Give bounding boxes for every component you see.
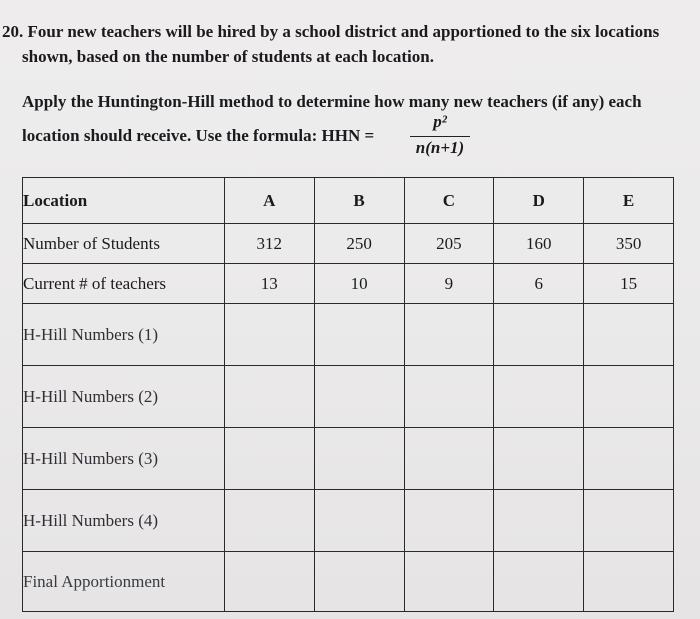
students-e: 350 bbox=[584, 224, 674, 264]
hh1-cell-b[interactable] bbox=[314, 304, 404, 366]
hh3-cell-a[interactable] bbox=[224, 428, 314, 490]
location-header: Location bbox=[23, 178, 225, 224]
students-a: 312 bbox=[224, 224, 314, 264]
header-row bbox=[23, 178, 674, 224]
hh1-cell-a[interactable] bbox=[224, 304, 314, 366]
hh-numbers-2-label: H-Hill Numbers (2) bbox=[23, 366, 225, 428]
formula-denominator: n(n+1) bbox=[415, 138, 465, 157]
teachers-e: 15 bbox=[584, 264, 674, 304]
students-b: 250 bbox=[314, 224, 404, 264]
hh-numbers-row-2 bbox=[23, 366, 674, 428]
column-header-d: D bbox=[494, 178, 584, 224]
hh4-cell-a[interactable] bbox=[224, 490, 314, 552]
teachers-c: 9 bbox=[404, 264, 494, 304]
hh4-cell-b[interactable] bbox=[314, 490, 404, 552]
students-row bbox=[23, 224, 674, 264]
hh2-cell-a[interactable] bbox=[224, 366, 314, 428]
hh1-cell-e[interactable] bbox=[584, 304, 674, 366]
hh-numbers-4-label: H-Hill Numbers (4) bbox=[23, 490, 225, 552]
formula-numerator: p² bbox=[433, 112, 447, 131]
hh2-cell-b[interactable] bbox=[314, 366, 404, 428]
column-header-b: B bbox=[314, 178, 404, 224]
hhn-formula-fraction bbox=[408, 112, 472, 158]
hh3-cell-d[interactable] bbox=[494, 428, 584, 490]
final-cell-e[interactable] bbox=[584, 552, 674, 612]
final-cell-c[interactable] bbox=[404, 552, 494, 612]
hh-numbers-3-label: H-Hill Numbers (3) bbox=[23, 428, 225, 490]
hh4-cell-e[interactable] bbox=[584, 490, 674, 552]
hh2-cell-c[interactable] bbox=[404, 366, 494, 428]
hh-numbers-row-1 bbox=[23, 304, 674, 366]
hh2-cell-d[interactable] bbox=[494, 366, 584, 428]
students-c: 205 bbox=[404, 224, 494, 264]
teachers-d: 6 bbox=[494, 264, 584, 304]
column-header-e: E bbox=[584, 178, 674, 224]
hh3-cell-c[interactable] bbox=[404, 428, 494, 490]
column-header-a: A bbox=[224, 178, 314, 224]
final-apportionment-row bbox=[23, 552, 674, 612]
instruction-line-1: Apply the Huntington-Hill method to determine how many new teachers (if any) each bbox=[22, 92, 642, 111]
students-d: 160 bbox=[494, 224, 584, 264]
teachers-b: 10 bbox=[314, 264, 404, 304]
hh1-cell-d[interactable] bbox=[494, 304, 584, 366]
hh3-cell-b[interactable] bbox=[314, 428, 404, 490]
hh4-cell-d[interactable] bbox=[494, 490, 584, 552]
final-cell-a[interactable] bbox=[224, 552, 314, 612]
hh-numbers-row-4 bbox=[23, 490, 674, 552]
problem-statement-line-1: 20. Four new teachers will be hired by a school district and apportioned to the six locations bbox=[2, 22, 660, 41]
students-label: Number of Students bbox=[23, 224, 225, 264]
hh-numbers-1-label: H-Hill Numbers (1) bbox=[23, 304, 225, 366]
instruction-line-2: location should receive. Use the formula: HHN = bbox=[22, 126, 375, 145]
teachers-a: 13 bbox=[224, 264, 314, 304]
problem-statement-line-2: shown, based on the number of students at each location. bbox=[22, 47, 434, 66]
hh2-cell-e[interactable] bbox=[584, 366, 674, 428]
hh4-cell-c[interactable] bbox=[404, 490, 494, 552]
column-header-c: C bbox=[404, 178, 494, 224]
teachers-row bbox=[23, 264, 674, 304]
apportionment-table bbox=[22, 177, 674, 612]
final-cell-d[interactable] bbox=[494, 552, 584, 612]
final-apportionment-label: Final Apportionment bbox=[23, 552, 225, 612]
hh3-cell-e[interactable] bbox=[584, 428, 674, 490]
hh-numbers-row-3 bbox=[23, 428, 674, 490]
final-cell-b[interactable] bbox=[314, 552, 404, 612]
teachers-label: Current # of teachers bbox=[23, 264, 225, 304]
hh1-cell-c[interactable] bbox=[404, 304, 494, 366]
